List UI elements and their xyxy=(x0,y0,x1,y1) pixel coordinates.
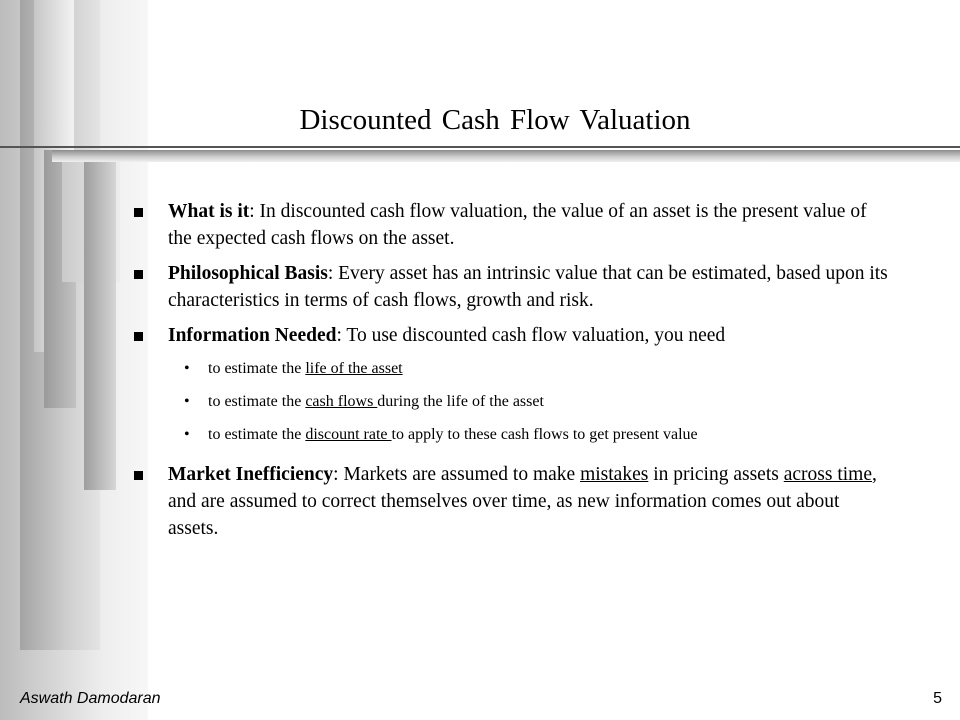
bullet-text: in pricing assets xyxy=(648,464,784,485)
bullet-what-is-it xyxy=(130,198,890,252)
sub-bullet xyxy=(130,359,890,379)
bullet-text: : Markets are assumed to make xyxy=(333,464,581,485)
square-bullet-icon xyxy=(134,270,143,279)
decor-bar xyxy=(84,150,116,490)
bullet-underlined: across time xyxy=(783,464,872,485)
bullet-label: Market Inefficiency xyxy=(168,464,334,485)
sub-bullet-underlined: life of the asset xyxy=(305,360,403,377)
square-bullet-icon xyxy=(134,208,143,217)
slide-title: Discounted Cash Flow Valuation xyxy=(299,104,691,136)
footer-page-number: 5 xyxy=(933,690,942,707)
bullet-information-needed xyxy=(130,322,890,349)
title-rule xyxy=(0,146,960,148)
title-shadow-bar xyxy=(52,150,960,162)
bullet-philosophical-basis xyxy=(130,260,890,314)
sub-bullet xyxy=(130,392,890,412)
dot-bullet-icon: • xyxy=(184,393,190,410)
bullet-text: : Every asset has an intrinsic value that can be estimated, based upon its characteristics in terms of cash flows, growth and risk. xyxy=(168,263,888,311)
bullet-label: What is it xyxy=(168,201,250,222)
sub-bullet-text: during the life of the asset xyxy=(377,393,544,410)
bullet-market-inefficiency xyxy=(130,461,890,542)
sub-bullet-text: to estimate the xyxy=(208,360,306,377)
dot-bullet-icon: • xyxy=(184,426,190,443)
bullet-text: : In discounted cash flow valuation, the value of an asset is the present value of the expected cash flows on the asset. xyxy=(168,201,867,249)
sub-bullet-text: to estimate the xyxy=(208,393,306,410)
bullet-text: : To use discounted cash flow valuation, you need xyxy=(336,325,726,346)
bullet-label: Information Needed xyxy=(168,325,337,346)
slide-content xyxy=(130,198,890,550)
square-bullet-icon xyxy=(134,471,143,480)
bullet-text: , and are assumed to correct themselves over time, as new information comes out about assets. xyxy=(168,464,877,539)
dot-bullet-icon: • xyxy=(184,360,190,377)
square-bullet-icon xyxy=(134,332,143,341)
sub-bullet-underlined: discount rate xyxy=(305,426,392,443)
bullet-underlined: mistakes xyxy=(580,464,649,485)
sub-bullet-text: to apply to these cash flows to get present value xyxy=(391,426,698,443)
footer-author: Aswath Damodaran xyxy=(20,690,161,707)
sub-bullet xyxy=(130,425,890,445)
sub-bullet-text: to estimate the xyxy=(208,426,306,443)
sub-bullet-underlined: cash flows xyxy=(305,393,378,410)
bullet-label: Philosophical Basis xyxy=(168,263,328,284)
